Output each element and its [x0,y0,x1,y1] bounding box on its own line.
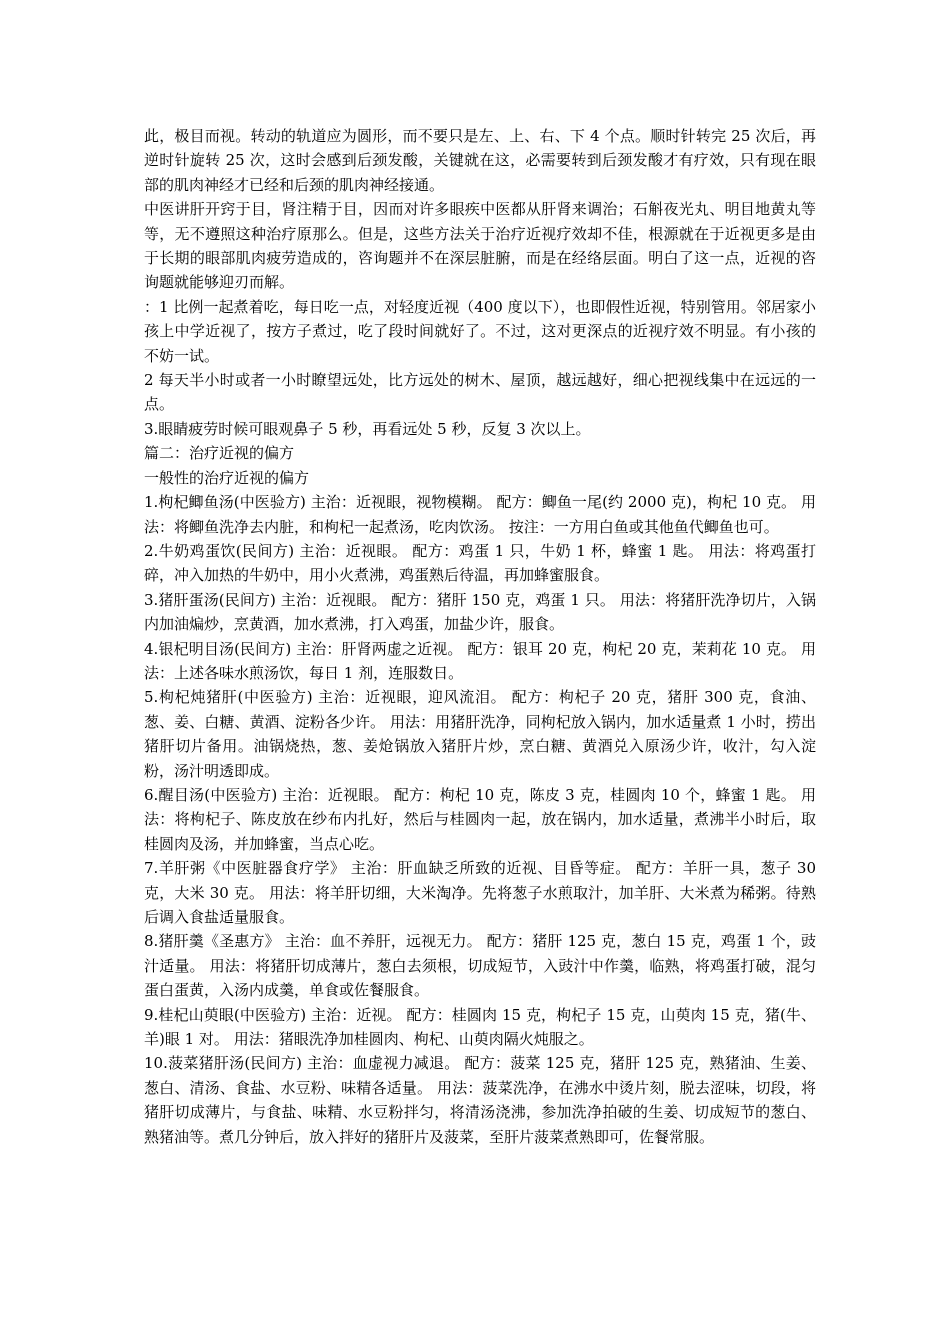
remedy-item: 3.猪肝蛋汤(民间方) 主治：近视眼。 配方：猪肝 150 克，鸡蛋 1 只。 用法：将猪肝洗净切片，入锅内加油煸炒，烹黄酒，加水煮沸，打入鸡蛋，加盐少许，服食。 [144,590,816,634]
paragraph-tip-2: 2 每天半小时或者一小时瞭望远处，比方远处的树木、屋顶，越远越好，细心把视线集中在远远的一点。 [144,371,816,414]
section-heading: 篇二：治疗近视的偏方 [144,444,295,463]
document-page [144,124,816,1149]
paragraph-tip-1: ：1 比例一起煮着吃，每日吃一点，对轻度近视（400 度以下），也即假性近视，特别管用。邻居家小孩上中学近视了，按方子煮过，吃了段时间就好了。不过，这对更深点的近视疗效不明显。有小孩的不妨一试。 [144,297,816,365]
remedy-item: 10.菠菜猪肝汤(民间方) 主治：血虚视力减退。 配方：菠菜 125 克，猪肝 125 克，熟猪油、生姜、葱白、清汤、食盐、水豆粉、味精各适量。 用法：菠菜洗净，在沸水中烫片刻，脱去涩味，切段，将猪肝切成薄片，与食盐、味精、水豆粉拌匀，将清汤浇沸，参加洗净拍破的生姜、切成短节的葱白、熟猪油等。煮几分钟后，放入拌好的猪肝片及菠菜，至肝片菠菜煮熟即可，佐餐常服。 [144,1054,816,1146]
remedy-item: 8.猪肝羹《圣惠方》 主治：血不养肝，远视无力。 配方：猪肝 125 克，葱白 15 克，鸡蛋 1 个，豉汁适量。 用法：将猪肝切成薄片，葱白去须根，切成短节，入豉汁中作羹，临熟，将鸡蛋打破，混匀蛋白蛋黄，入汤内成羹，单食或佐餐服食。 [144,932,816,1000]
remedy-item: 1.枸杞鲫鱼汤(中医验方) 主治：近视眼，视物模糊。 配方：鲫鱼一尾(约 2000 克)，枸杞 10 克。 用法：将鲫鱼洗净去内脏，和枸杞一起煮汤，吃肉饮汤。 按注：一方用白鱼或其他鱼代鲫鱼也可。 [144,493,816,536]
paragraph-eye-rotation: 此，极目而视。转动的轨道应为圆形，而不要只是左、上、右、下 4 个点。顺时针转完 25 次后，再逆时针旋转 25 次，这时会感到后颈发酸，关键就在这，必需要转到后颈发酸才有疗效，只有现在眼部的肌肉神经才已经和后颈的肌肉神经接通。 [144,127,816,194]
paragraph-liver-kidney: 中医讲肝开窍于目，肾注精于目，因而对许多眼疾中医都从肝肾来调治；石斛夜光丸、明目地黄丸等等，无不遵照这种治疗原那么。但是，这些方法关于治疗近视疗效却不佳，根源就在于近视更多是由于长期的眼部肌肉疲劳造成的，咨询题并不在深层脏腑，而是在经络层面。明白了这一点，近视的咨询题就能够迎刃而解。 [144,200,816,292]
paragraph-tip-3: 3.眼睛疲劳时候可眼观鼻子 5 秒，再看远处 5 秒，反复 3 次以上。 [144,419,591,438]
remedy-item: 6.醒目汤(中医验方) 主治：近视眼。 配方：枸杞 10 克，陈皮 3 克，桂圆肉 10 个，蜂蜜 1 匙。 用法：将枸杞子、陈皮放在纱布内扎好，然后与桂圆肉一起，放在锅内，加水适量，煮沸半小时后，取桂圆肉及汤，并加蜂蜜，当点心吃。 [144,785,816,853]
remedy-item: 2.牛奶鸡蛋饮(民间方) 主治：近视眼。 配方：鸡蛋 1 只，牛奶 1 杯，蜂蜜 1 匙。 用法：将鸡蛋打碎，冲入加热的牛奶中，用小火煮沸，鸡蛋熟后待温，再加蜂蜜服食。 [144,541,817,585]
remedy-item: 9.桂杞山萸眼(中医验方) 主治：近视。 配方：桂圆肉 15 克，枸杞子 15 克，山萸肉 15 克，猪(牛、羊)眼 1 对。 用法：猪眼洗净加桂圆肉、枸杞、山萸肉隔火炖服之。 [144,1005,816,1049]
remedy-item: 4.银杞明目汤(民间方) 主治：肝肾两虚之近视。 配方：银耳 20 克，枸杞 20 克，茉莉花 10 克。 用法：上述各味水煎汤饮，每日 1 剂，连服数日。 [144,639,816,682]
subsection-heading: 一般性的治疗近视的偏方 [144,468,310,487]
remedy-item: 5.枸杞炖猪肝(中医验方) 主治：近视眼，迎风流泪。 配方：枸杞子 20 克，猪肝 300 克，食油、葱、姜、白糖、黄酒、淀粉各少许。 用法：用猪肝洗净，同枸杞放入锅内，加水适量煮 1 小时，捞出猪肝切片备用。油锅烧热，葱、姜炝锅放入猪肝片炒，烹白糖、黄酒兑入原汤少许，收汁，勾入淀粉，汤汁明透即成。 [144,688,816,780]
remedy-item: 7.羊肝粥《中医脏器食疗学》 主治：肝血缺乏所致的近视、目昏等症。 配方：羊肝一具，葱子 30 克，大米 30 克。 用法：将羊肝切细，大米淘净。先将葱子水煎取汁，加羊肝、大米煮为稀粥。待熟后调入食盐适量服食。 [144,859,816,926]
